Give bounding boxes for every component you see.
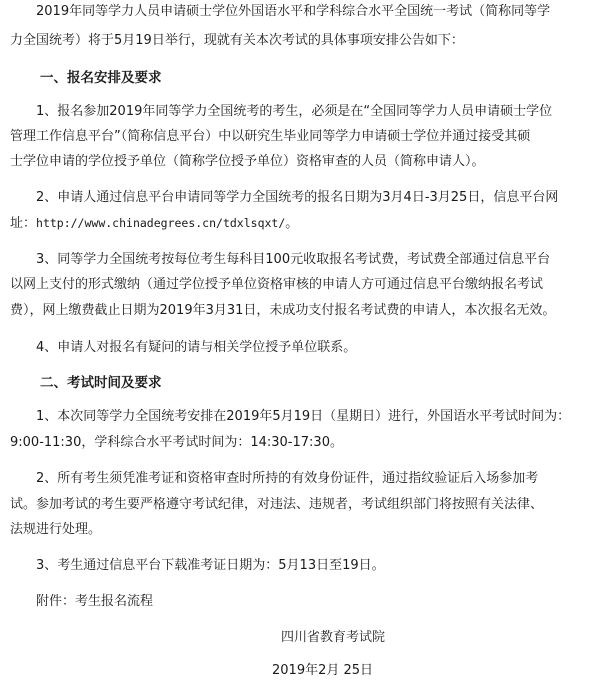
s2-p2-line-3: 法规进行处理。 — [10, 522, 102, 537]
url-label: 址： — [10, 216, 37, 231]
s1-p3-line-2: 以网上支付的形式缴纳（通过学位授予单位资格审核的申请人方可通过信息平台缴纳报名考试 — [10, 277, 544, 292]
s1-p1-line-3: 士学位申请的学位授予单位（简称学位授予单位）资格审查的人员（简称申请人）。 — [10, 154, 485, 169]
s1-p4-line-1: 4、申请人对报名有疑问的请与相关学位授予单位联系。 — [36, 340, 357, 355]
signature-org: 四川省教育考试院 — [281, 630, 386, 645]
s2-p2-line-2: 试。参加考试的考生要严格遵守考试纪律，对违法、违规者，考试组织部门将按照有关法律、 — [10, 497, 544, 512]
s2-p2-line-1: 2、所有考生须凭准考证和资格审查时所持的有效身份证件，通过指纹验证后入场参加考 — [36, 471, 539, 486]
intro-line-1: 2019年同等学力人员申请硕士学位外国语水平和学科综合水平全国统一考试（简称同等学 — [36, 4, 551, 19]
signature-date: 2019年2月 25日 — [272, 663, 374, 678]
intro-line-2: 力全国统考）将于5月19日举行，现就有关本次考试的具体事项安排公告如下： — [10, 33, 464, 48]
attachment-line: 附件：考生报名流程 — [36, 594, 154, 609]
s1-p2-line-2 — [10, 214, 298, 232]
s1-p3-line-1: 3、同等学力全国统考按每位考生每科目100元收取报名考试费，考试费全部通过信息平台 — [36, 252, 551, 267]
platform-url-link[interactable]: http://www.chinadegrees.cn/tdxlsqxt/ — [36, 216, 286, 230]
section-1-heading: 一、报名安排及要求 — [40, 70, 162, 86]
s1-p2-line-1: 2、申请人通过信息平台申请同等学力全国统考的报名日期为3月4日-3月25日，信息平台网 — [36, 190, 559, 205]
s1-p1-line-1: 1、报名参加2019年同等学力全国统考的考生，必须是在“全国同等学力人员申请硕士学位 — [36, 104, 553, 119]
s2-p1-line-2: 9:00-11:30，学科综合水平考试时间为：14:30-17:30。 — [10, 435, 343, 450]
s1-p1-line-2: 管理工作信息平台”（简称信息平台）中以研究生毕业同等学力申请硕士学位并通过接受其硕 — [10, 129, 531, 144]
s2-p1-line-1: 1、本次同等学力全国统考安排在2019年5月19日（星期日）进行，外国语水平考试时间为： — [36, 409, 571, 424]
url-suffix: 。 — [285, 216, 299, 231]
s1-p3-line-3: 费），网上缴费截止日期为2019年3月31日，未成功支付报名考试费的申请人，本次报名无效。 — [10, 303, 556, 318]
section-2-heading: 二、考试时间及要求 — [40, 375, 162, 391]
s2-p3-line-1: 3、考生通过信息平台下载准考证日期为：5月13日至19日。 — [36, 558, 385, 573]
